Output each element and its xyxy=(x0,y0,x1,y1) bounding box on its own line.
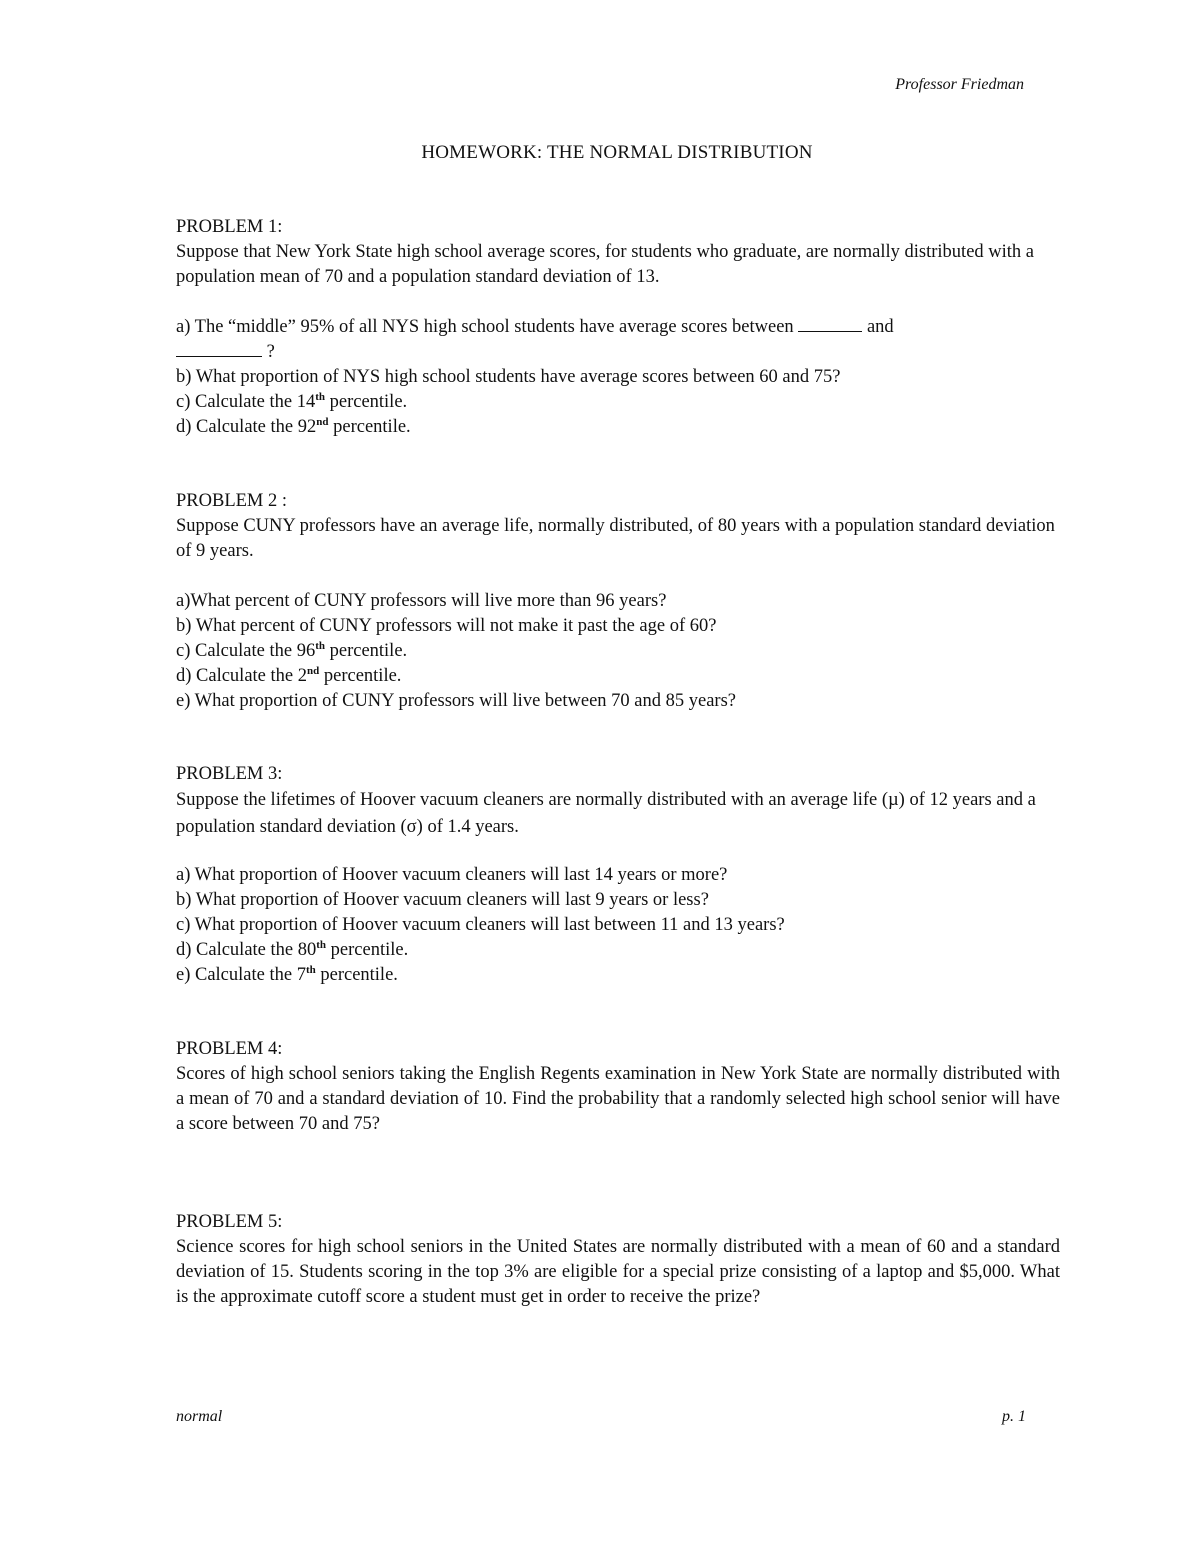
problem-3-statement: Suppose the lifetimes of Hoover vacuum cleaners are normally distributed with an average life (µ) of 12 years and a population standard deviation (σ) of 1.4 years. xyxy=(176,790,1036,837)
problem-2-question-e: e) What proportion of CUNY professors will live between 70 and 85 years? xyxy=(176,691,736,711)
problem-5-statement: Science scores for high school seniors in the United States are normally distributed with a mean of 60 and a standard deviation of 15. Students scoring in the top 3% are eligible for a special prize consisting of a laptop and $5,000. What is the approximate cutoff score a student must get in order to receive the prize? xyxy=(176,1237,1060,1307)
problem-1-statement: Suppose that New York State high school average scores, for students who graduate, are normally distributed with a population mean of 70 and a population standard deviation of 13. xyxy=(176,242,1035,287)
problem-2-question-a: a)What percent of CUNY professors will live more than 96 years? xyxy=(176,591,667,611)
problem-2-question-d: d) Calculate the 2nd percentile. xyxy=(176,664,402,686)
page-number: p. 1 xyxy=(1002,1408,1026,1425)
problem-3-question-c: c) What proportion of Hoover vacuum cleaners will last between 11 and 13 years? xyxy=(176,915,785,935)
author-header: Professor Friedman xyxy=(895,76,1024,93)
problem-4-statement: Scores of high school seniors taking the English Regents examination in New York State are normally distributed with a mean of 70 and a standard deviation of 10. Find the probability that a randomly selected high school senior will have a score between 70 and 75? xyxy=(176,1064,1060,1134)
problem-1-question-a: a) The “middle” 95% of all NYS high school students have average scores between and ? xyxy=(176,317,894,362)
problem-2-statement: Suppose CUNY professors have an average life, normally distributed, of 80 years with a population standard deviation of 9 years. xyxy=(176,516,1055,561)
problem-4 xyxy=(176,1037,1060,1137)
answer-blank[interactable] xyxy=(176,340,262,357)
problem-1-question-d: d) Calculate the 92nd percentile. xyxy=(176,415,411,437)
problem-1 xyxy=(176,215,1060,440)
problem-5-heading: PROBLEM 5: xyxy=(176,1212,283,1232)
problem-2 xyxy=(176,489,1060,714)
answer-blank[interactable] xyxy=(798,315,862,332)
problem-4-heading: PROBLEM 4: xyxy=(176,1039,283,1059)
footer-label: normal xyxy=(176,1408,223,1425)
problem-2-heading: PROBLEM 2 : xyxy=(176,491,288,511)
problem-1-question-c: c) Calculate the 14th percentile. xyxy=(176,390,408,412)
problem-1-heading: PROBLEM 1: xyxy=(176,217,283,237)
problem-3-question-e: e) Calculate the 7th percentile. xyxy=(176,963,398,985)
problem-3 xyxy=(176,762,1060,988)
problem-5 xyxy=(176,1210,1060,1310)
problem-3-question-d: d) Calculate the 80th percentile. xyxy=(176,938,409,960)
page-title: HOMEWORK: THE NORMAL DISTRIBUTION xyxy=(421,142,813,163)
problem-3-question-a: a) What proportion of Hoover vacuum cleaners will last 14 years or more? xyxy=(176,865,728,885)
problem-3-question-b: b) What proportion of Hoover vacuum cleaners will last 9 years or less? xyxy=(176,890,709,910)
problem-3-heading: PROBLEM 3: xyxy=(176,764,283,784)
problem-1-question-b: b) What proportion of NYS high school students have average scores between 60 and 75? xyxy=(176,367,841,387)
problem-2-question-b: b) What percent of CUNY professors will not make it past the age of 60? xyxy=(176,616,717,636)
problem-2-question-c: c) Calculate the 96th percentile. xyxy=(176,639,408,661)
